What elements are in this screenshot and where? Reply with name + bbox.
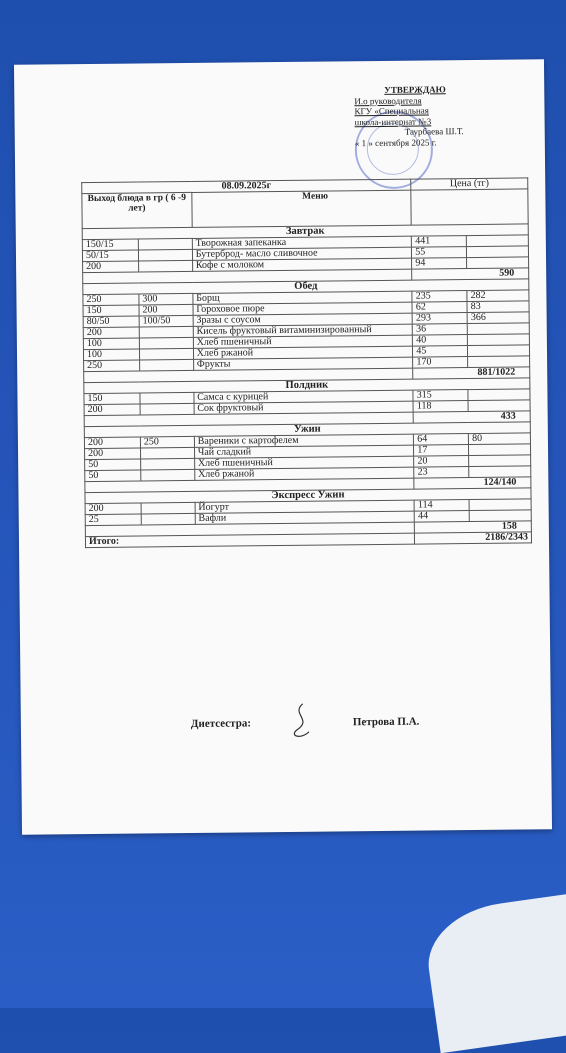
section-total: 881/1022 — [413, 367, 530, 379]
section-title: Ужин — [84, 422, 530, 438]
approval-title: УТВЕРЖДАЮ — [384, 84, 446, 95]
portion-6-9: 50/15 — [82, 250, 138, 262]
approval-line: КГУ «Специальная — [354, 105, 429, 117]
dish-name: Гороховое пюре — [193, 302, 413, 315]
section-total: 590 — [412, 268, 529, 280]
dish-name: Хлеб ржаной — [193, 346, 413, 359]
portion-10-16: 200 — [139, 304, 193, 316]
signature-role: Диетсестра: — [190, 717, 252, 730]
dish-name: Сок фруктовый — [194, 401, 414, 414]
section-title: Полдник — [84, 378, 530, 394]
portion-10-16 — [138, 238, 192, 250]
price-10-16 — [467, 257, 529, 269]
menu-document — [14, 59, 552, 835]
portion-6-9: 200 — [83, 261, 139, 273]
portion-10-16 — [139, 348, 193, 360]
portion-10-16 — [139, 326, 193, 338]
portion-6-9: 80/50 — [83, 316, 139, 328]
price-10-16 — [467, 246, 529, 258]
dish-name: Вареники с картофелем — [194, 434, 414, 447]
dish-name: Хлеб пшеничный — [193, 335, 413, 348]
price-10-16 — [469, 455, 531, 467]
price-6-9: 293 — [412, 313, 467, 325]
portion-6-9: 250 — [83, 294, 139, 306]
dish-name: Зразы с соусом — [193, 313, 413, 326]
dish-name: Борщ — [193, 291, 413, 304]
portion-10-16: 300 — [139, 293, 193, 305]
approval-line: И.о руководителя — [354, 95, 422, 106]
price-10-16 — [469, 499, 531, 511]
menu-date: 08.09.2025г — [82, 179, 411, 193]
price-10-16 — [468, 400, 530, 412]
portion-10-16 — [140, 458, 194, 470]
price-6-9: 44 — [414, 511, 469, 523]
price-6-9: 441 — [412, 236, 467, 248]
portion-6-9: 25 — [85, 514, 141, 526]
price-6-9: 62 — [412, 302, 467, 314]
portion-6-9: 50 — [85, 470, 141, 482]
portion-6-9: 100 — [83, 338, 139, 350]
price-header: Цена (тг) — [411, 178, 528, 190]
menu-table — [81, 177, 532, 548]
price-6-9: 55 — [412, 247, 467, 259]
approval-block — [354, 83, 535, 148]
grand-total-label: Итого: — [85, 533, 414, 547]
price-10-16 — [468, 389, 530, 401]
portion-10-16 — [138, 260, 192, 272]
portion-6-9: 200 — [83, 327, 139, 339]
portion-6-9: 200 — [85, 503, 141, 515]
price-10-16: 83 — [467, 301, 529, 313]
table-edge-background — [421, 887, 566, 1053]
dish-name: Хлеб ржаной — [194, 467, 414, 480]
portion-10-16 — [140, 447, 194, 459]
dish-name: Кисель фруктовый витаминизированный — [193, 324, 413, 337]
grand-total-value: 2186/2343 — [415, 532, 532, 544]
blank-cell — [411, 189, 528, 225]
portion-10-16 — [139, 337, 193, 349]
portion-10-16 — [138, 249, 192, 261]
price-10-16 — [467, 334, 529, 346]
dish-name: Хлеб пшеничный — [194, 456, 414, 469]
price-10-16 — [467, 323, 529, 335]
price-10-16 — [469, 510, 531, 522]
price-10-16: 282 — [467, 290, 529, 302]
dish-name: Бутерброд- масло сливочное — [192, 247, 412, 260]
portion-10-16: 100/50 — [139, 315, 193, 327]
section-total: 433 — [413, 411, 530, 423]
portion-6-9: 150 — [83, 305, 139, 317]
price-10-16 — [466, 235, 528, 247]
dish-name: Самса с курицей — [194, 390, 414, 403]
price-6-9: 36 — [413, 324, 468, 336]
price-10-16: 80 — [469, 433, 531, 445]
price-6-9: 23 — [414, 467, 469, 479]
price-10-16 — [469, 444, 531, 456]
price-6-9: 20 — [414, 456, 469, 468]
portion-6-9: 100 — [83, 349, 139, 361]
signature-name: Петрова П.А. — [352, 715, 420, 729]
price-6-9: 64 — [414, 434, 469, 446]
price-10-16 — [468, 345, 530, 357]
portion-6-9: 150/15 — [82, 239, 138, 251]
approval-date: « 1 » сентября 2025 г. — [354, 136, 437, 148]
dish-name: Творожная запеканка — [192, 236, 412, 249]
portion-6-9: 250 — [84, 360, 140, 372]
price-6-9: 170 — [413, 357, 468, 369]
price-6-9: 315 — [413, 390, 468, 402]
approval-line: Таурбаева Ш.Т. — [404, 126, 464, 137]
menu-column: Меню — [192, 190, 412, 227]
approval-line: школа-интернат №3 — [354, 115, 432, 127]
portion-10-16 — [141, 513, 195, 525]
portion-10-16: 250 — [140, 436, 194, 448]
price-6-9: 114 — [414, 500, 469, 512]
portion-6-9: 200 — [85, 448, 141, 460]
dish-name: Йогурт — [195, 500, 415, 513]
dish-name: Фрукты — [193, 357, 413, 370]
section-title: Обед — [83, 279, 529, 295]
section-title: Экспресс Ужин — [85, 488, 531, 504]
signature-squiggle — [283, 702, 323, 742]
portion-6-9: 50 — [85, 459, 141, 471]
price-6-9: 45 — [413, 346, 468, 358]
dish-name: Вафли — [195, 511, 415, 524]
portion-6-9: 200 — [84, 437, 140, 449]
section-total: 158 — [415, 521, 532, 533]
price-6-9: 94 — [412, 258, 467, 270]
dish-name: Кофе с молоком — [192, 258, 412, 271]
dish-name: Чай сладкий — [194, 445, 414, 458]
portion-10-16 — [139, 359, 193, 371]
price-6-9: 235 — [412, 291, 467, 303]
age-column-6-9: Выход блюда в гр ( 6 -9 лет) — [82, 192, 192, 228]
price-6-9: 40 — [413, 335, 468, 347]
portion-10-16 — [141, 469, 195, 481]
portion-6-9: 150 — [84, 393, 140, 405]
price-10-16: 366 — [467, 312, 529, 324]
section-title: Завтрак — [82, 224, 528, 240]
price-6-9: 17 — [414, 445, 469, 457]
price-6-9: 118 — [413, 401, 468, 413]
portion-10-16 — [140, 403, 194, 415]
portion-10-16 — [141, 502, 195, 514]
portion-6-9: 200 — [84, 404, 140, 416]
section-total: 124/140 — [414, 477, 531, 489]
portion-10-16 — [140, 392, 194, 404]
